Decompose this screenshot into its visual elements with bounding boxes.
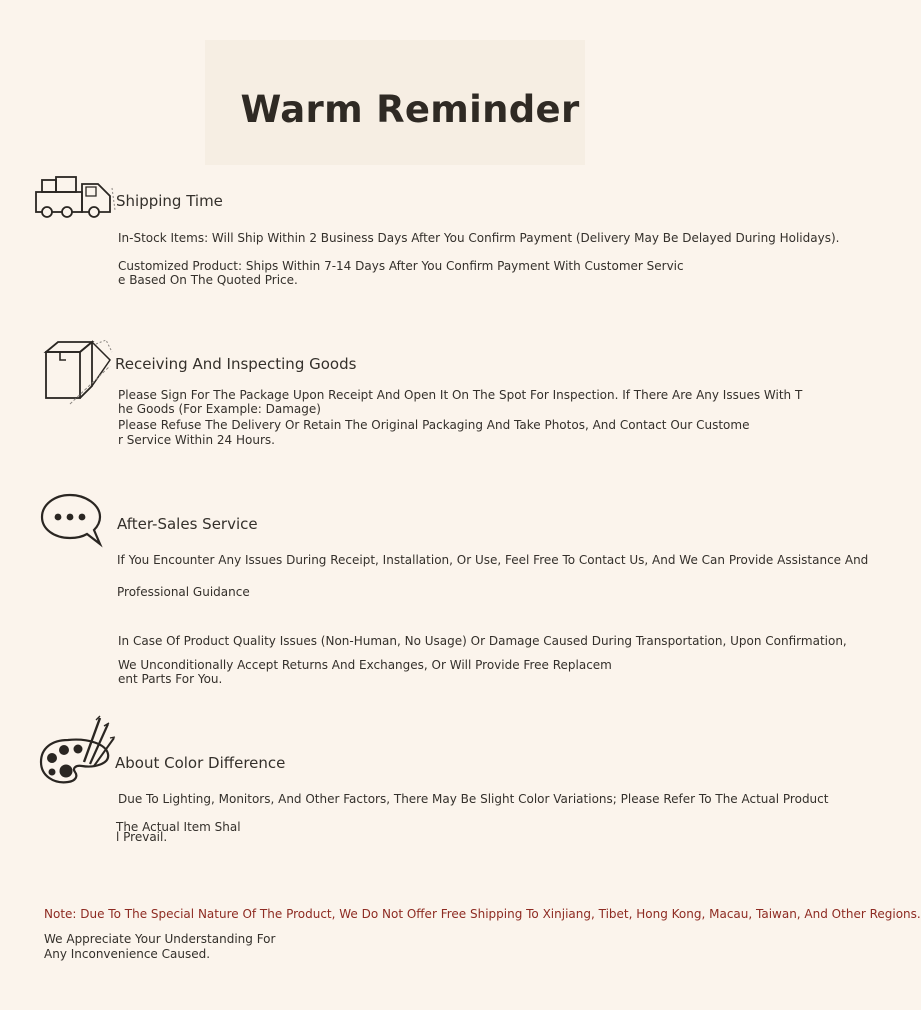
receiving-line-4: r Service Within 24 Hours. bbox=[118, 433, 275, 447]
note-line-2: Any Inconvenience Caused. bbox=[44, 947, 211, 961]
truck-icon bbox=[34, 176, 118, 220]
shipping-note: Note: Due To The Special Nature Of The Product, We Do Not Offer Free Shipping To Xinjiang, Tibet, Hong Kong, Macau, Taiwan, And Other Regions. bbox=[44, 907, 921, 921]
receiving-line-1: Please Sign For The Package Upon Receipt And Open It On The Spot For Inspection. If There Are Any Issues With T bbox=[118, 388, 803, 402]
shipping-line-3: e Based On The Quoted Price. bbox=[118, 273, 298, 287]
note-line-1: We Appreciate Your Understanding For bbox=[44, 932, 276, 946]
shipping-line-1: In-Stock Items: Will Ship Within 2 Business Days After You Confirm Payment (Delivery May Be Delayed During Holidays). bbox=[118, 231, 840, 245]
section-heading-shipping-time: Shipping Time bbox=[116, 192, 223, 210]
shipping-line-2: Customized Product: Ships Within 7-14 Days After You Confirm Payment With Customer Servic bbox=[118, 259, 684, 273]
color-line-2: The Actual Item Shal bbox=[116, 820, 241, 834]
page-title: Warm Reminder bbox=[240, 88, 580, 131]
receiving-line-2: he Goods (For Example: Damage) bbox=[118, 402, 321, 416]
section-heading-color-difference: About Color Difference bbox=[115, 754, 286, 772]
section-heading-receiving: Receiving And Inspecting Goods bbox=[115, 355, 357, 373]
color-line-3: l Prevail. bbox=[116, 830, 168, 844]
receiving-line-3: Please Refuse The Delivery Or Retain The Original Packaging And Take Photos, And Contact Our Custome bbox=[118, 418, 750, 432]
after-sales-line-2: Professional Guidance bbox=[117, 585, 250, 599]
after-sales-line-1: If You Encounter Any Issues During Receipt, Installation, Or Use, Feel Free To Contact Us, And We Can Provide Assistance And bbox=[117, 553, 869, 567]
color-line-1: Due To Lighting, Monitors, And Other Factors, There May Be Slight Color Variations; Please Refer To The Actual Product bbox=[118, 792, 829, 806]
chat-bubble-icon bbox=[40, 492, 104, 548]
section-heading-after-sales: After-Sales Service bbox=[117, 515, 258, 533]
paint-palette-icon bbox=[40, 716, 116, 788]
after-sales-line-5: ent Parts For You. bbox=[118, 672, 223, 686]
after-sales-line-3: In Case Of Product Quality Issues (Non-Human, No Usage) Or Damage Caused During Transportation, Upon Confirmation, bbox=[118, 634, 847, 648]
package-box-icon bbox=[40, 338, 116, 410]
after-sales-line-4: We Unconditionally Accept Returns And Exchanges, Or Will Provide Free Replacem bbox=[118, 658, 612, 672]
